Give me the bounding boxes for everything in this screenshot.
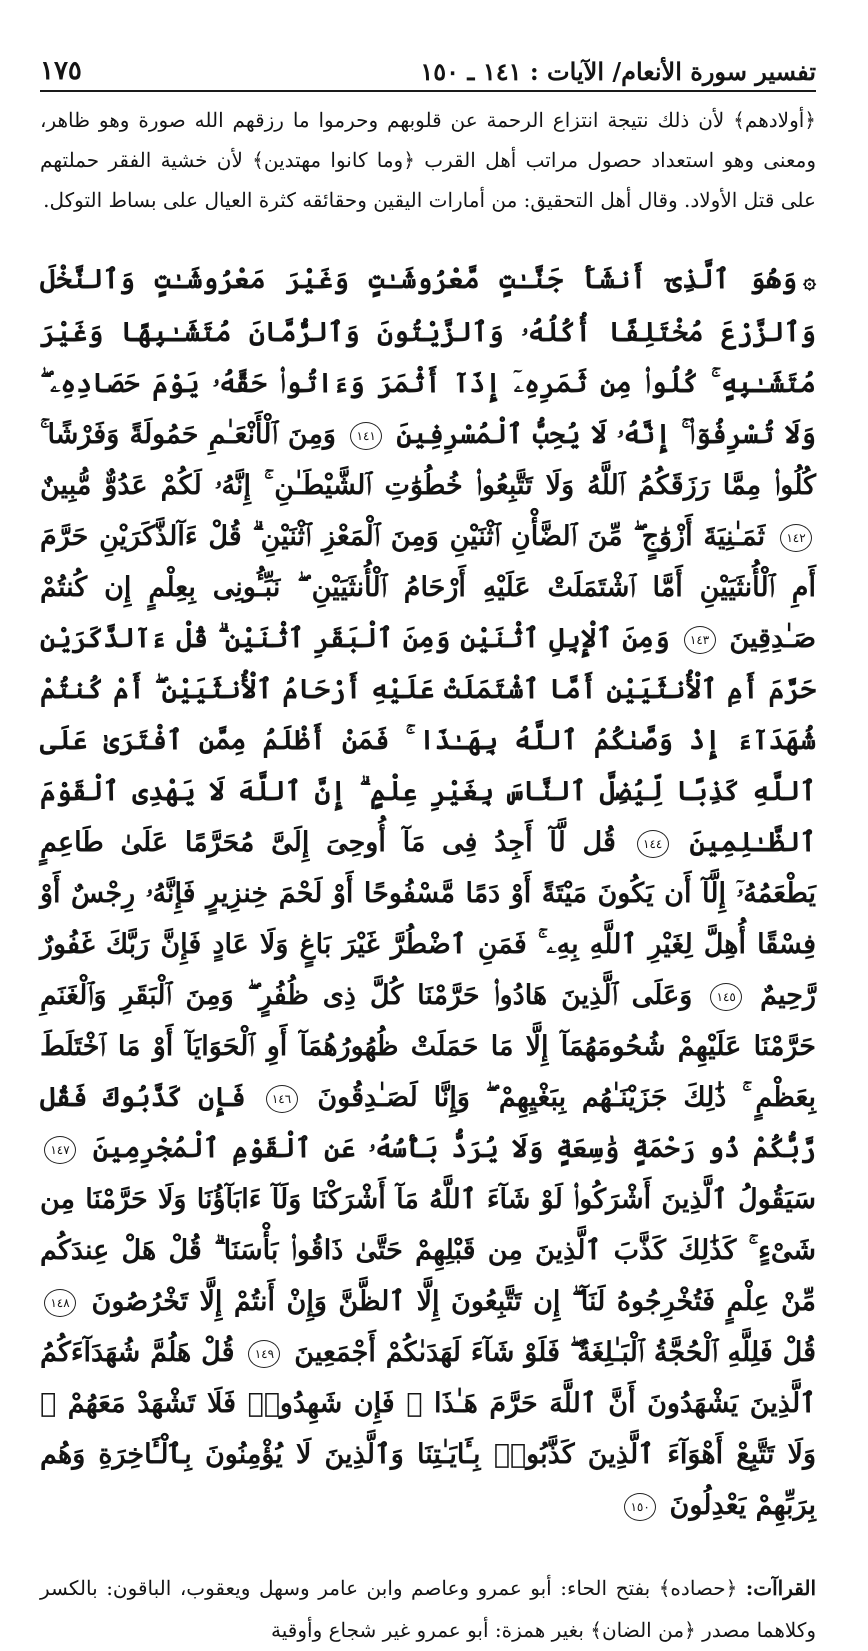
chapter-title: تفسير سورة الأنعام/ الآيات : ١٤١ ـ ١٥٠ bbox=[420, 57, 816, 86]
readings-text: ﴿حصاده﴾ بفتح الحاء: أبو عمرو وعاصم وابن عامر وسهل ويعقوب، الباقون: بالكسر وكلاهما مصدر ﴿من الضان﴾ بغير همزة: أبو عمرو غير شجاع وأوقية bbox=[40, 1576, 816, 1642]
ayah-text: وَهُوَ ٱلَّذِىٓ أَنشَأَ جَنَّـٰتٍ مَّعْرُوشَـٰتٍ وَغَيْرَ مَعْرُوشَـٰتٍ وَٱلنَّخْلَ وَٱلزَّرْعَ مُخْتَلِفًا أُكُلُهُۥ وَٱلزَّيْتُونَ وَٱلرُّمَّانَ مُتَشَـٰبِهًا وَغَيْرَ مُتَشَـٰبِهٍ ۚ كُلُوا۟ مِن ثَمَرِهِۦٓ إِذَآ أَثْمَرَ وَءَاتُوا۟ حَقَّهُۥ يَوْمَ حَصَادِهِۦ ۖ وَلَا تُسْرِفُوٓا۟ ۚ إِنَّهُۥ لَا يُحِبُّ ٱلْمُسْرِفِينَ bbox=[40, 264, 816, 450]
commentary-text: ﴿أولادهم﴾ لأن ذلك نتيجة انتزاع الرحمة عن قلوبهم وحرموا ما رزقهم الله صورة وهو ظاهر، ومعنى وهو استعداد حصول مراتب أهل القرب ﴿وما كانوا مهتدين﴾ لأن خشية الفقر حملتهم على قتل الأولاد. وقال أهل التحقيق: من أمارات اليقين وحقائقه كثرة العيال على بساط التوكل. bbox=[40, 108, 816, 212]
ayah-number: ١٤١ bbox=[350, 422, 382, 450]
quran-verses-section bbox=[40, 254, 816, 1531]
ayah-number: ١٤٨ bbox=[44, 1289, 76, 1317]
ayah-number: ١٤٣ bbox=[684, 626, 716, 654]
ayah-text: فَإِن كَذَّبُوكَ فَقُل رَّبُّكُمْ ذُو رَحْمَةٍ وَٰسِعَةٍ وَلَا يُرَدُّ بَأْسُهُۥ عَنِ ٱلْقَوْمِ ٱلْمُجْرِمِينَ bbox=[40, 1082, 816, 1164]
ayah-text: وَعَلَى ٱلَّذِينَ هَادُوا۟ حَرَّمْنَا كُلَّ ذِى ظُفُرٍ ۖ وَمِنَ ٱلْبَقَرِ وَٱلْغَنَمِ حَرَّمْنَا عَلَيْهِمْ شُحُومَهُمَآ إِلَّا مَا حَمَلَتْ ظُهُورُهُمَآ أَوِ ٱلْحَوَايَآ أَوْ مَا ٱخْتَلَطَ بِعَظْمٍ ۚ ذَٰلِكَ جَزَيْنَـٰهُم بِبَغْيِهِمْ ۖ وَإِنَّا لَصَـٰدِقُونَ bbox=[40, 980, 816, 1113]
ayah-number: ١٥٠ bbox=[624, 1493, 656, 1521]
hizb-mark-icon: ۞ bbox=[803, 268, 816, 294]
ayah-text: قُلْ فَلِلَّهِ ٱلْحُجَّةُ ٱلْبَـٰلِغَةُ ۖ فَلَوْ شَآءَ لَهَدَىٰكُمْ أَجْمَعِينَ bbox=[294, 1337, 817, 1368]
page-number: ١٧٥ bbox=[40, 56, 82, 86]
ayah-number: ١٤٩ bbox=[248, 1340, 280, 1368]
ayah-number: ١٤٧ bbox=[44, 1136, 76, 1164]
ayah-number: ١٤٦ bbox=[266, 1085, 298, 1113]
ayah-text: سَيَقُولُ ٱلَّذِينَ أَشْرَكُوا۟ لَوْ شَآءَ ٱللَّهُ مَآ أَشْرَكْنَا وَلَآ ءَابَآؤُنَا وَلَا حَرَّمْنَا مِن شَىْءٍ ۚ كَذَٰلِكَ كَذَّبَ ٱلَّذِينَ مِن قَبْلِهِمْ حَتَّىٰ ذَاقُوا۟ بَأْسَنَا ۗ قُلْ هَلْ عِندَكُم مِّنْ عِلْمٍ فَتُخْرِجُوهُ لَنَآ ۖ إِن تَتَّبِعُونَ إِلَّا ٱلظَّنَّ وَإِنْ أَنتُمْ إِلَّا تَخْرُصُونَ bbox=[40, 1184, 817, 1317]
ayah-text: وَمِنَ ٱلْإِبِلِ ٱثْنَيْنِ وَمِنَ ٱلْبَقَرِ ٱثْنَيْنِ ۗ قُلْ ءَآلذَّكَرَيْنِ حَرَّمَ أَمِ ٱلْأُنثَيَيْنِ أَمَّا ٱشْتَمَلَتْ عَلَيْهِ أَرْحَامُ ٱلْأُنثَيَيْنِ ۖ أَمْ كُنتُمْ شُهَدَآءَ إِذْ وَصَّىٰكُمُ ٱللَّهُ بِهَـٰذَا ۚ فَمَنْ أَظْلَمُ مِمَّنِ ٱفْتَرَىٰ عَلَى ٱللَّهِ كَذِبًا لِّيُضِلَّ ٱلنَّاسَ بِغَيْرِ عِلْمٍ ۗ إِنَّ ٱللَّهَ لَا يَهْدِى ٱلْقَوْمَ ٱلظَّـٰلِمِينَ bbox=[40, 623, 816, 858]
ayah-text: وَمِنَ ٱلْأَنْعَـٰمِ حَمُولَةً وَفَرْشًا ۚ كُلُوا۟ مِمَّا رَزَقَكُمُ ٱللَّهُ وَلَا تَتَّبِعُوا۟ خُطُوَٰتِ ٱلشَّيْطَـٰنِ ۚ إِنَّهُۥ لَكُمْ عَدُوٌّ مُّبِينٌ bbox=[40, 419, 816, 501]
readings-label: القراآت: bbox=[745, 1576, 817, 1600]
ayah-text: قُلْ هَلُمَّ شُهَدَآءَكُمُ ٱلَّذِينَ يَشْهَدُونَ أَنَّ ٱللَّهَ حَرَّمَ هَـٰذَا ۖ فَإِن شَهِدُوا۟ فَلَا تَشْهَدْ مَعَهُمْ ۚ وَلَا تَتَّبِعْ أَهْوَآءَ ٱلَّذِينَ كَذَّبُوا۟ بِـَٔايَـٰتِنَا وَٱلَّذِينَ لَا يُؤْمِنُونَ بِٱلْـَٔاخِرَةِ وَهُم بِرَبِّهِمْ يَعْدِلُونَ bbox=[40, 1337, 816, 1521]
ayah-number: ١٤٥ bbox=[710, 983, 742, 1011]
ayah-text: قُل لَّآ أَجِدُ فِى مَآ أُوحِىَ إِلَىَّ مُحَرَّمًا عَلَىٰ طَاعِمٍ يَطْعَمُهُۥٓ إِلَّآ أَن يَكُونَ مَيْتَةً أَوْ دَمًا مَّسْفُوحًا أَوْ لَحْمَ خِنزِيرٍ فَإِنَّهُۥ رِجْسٌ أَوْ فِسْقًا أُهِلَّ لِغَيْرِ ٱللَّهِ بِهِۦ ۚ فَمَنِ ٱضْطُرَّ غَيْرَ بَاغٍ وَلَا عَادٍ فَإِنَّ رَبَّكَ غَفُورٌ رَّحِيمٌ bbox=[40, 827, 816, 1011]
readings-paragraph bbox=[40, 1567, 816, 1651]
commentary-section bbox=[40, 100, 816, 220]
page-header bbox=[40, 44, 816, 92]
quran-verses bbox=[40, 254, 816, 1531]
ayah-number: ١٤٤ bbox=[637, 830, 669, 858]
readings-section bbox=[40, 1567, 816, 1651]
ayah-text: ثَمَـٰنِيَةَ أَزْوَٰجٍ ۖ مِّنَ ٱلضَّأْنِ ٱثْنَيْنِ وَمِنَ ٱلْمَعْزِ ٱثْنَيْنِ ۗ قُلْ ءَآلذَّكَرَيْنِ حَرَّمَ أَمِ ٱلْأُنثَيَيْنِ أَمَّا ٱشْتَمَلَتْ عَلَيْهِ أَرْحَامُ ٱلْأُنثَيَيْنِ ۖ نَبِّـُٔونِى بِعِلْمٍ إِن كُنتُمْ صَـٰدِقِينَ bbox=[40, 521, 817, 654]
ayah-number: ١٤٢ bbox=[780, 524, 812, 552]
